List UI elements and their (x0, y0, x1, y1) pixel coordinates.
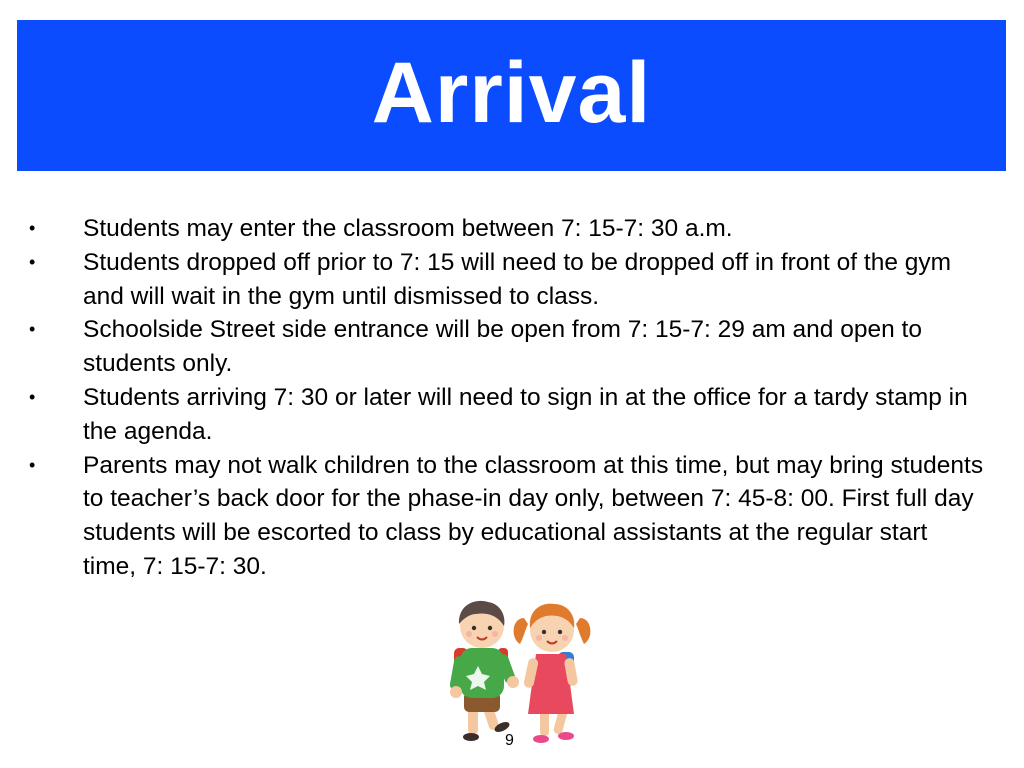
bullet-item (24, 246, 984, 314)
bullet-text: Schoolside Street side entrance will be open from 7: 15-7: 29 am and open to students only. (83, 316, 922, 378)
slide-title: Arrival (371, 44, 652, 141)
title-banner (17, 20, 1006, 171)
bullet-icon: • (29, 218, 36, 238)
bullet-text: Students arriving 7: 30 or later will need to sign in at the office for a tardy stamp in the agenda. (83, 383, 968, 445)
boy-figure (449, 601, 519, 741)
bullet-text: Students may enter the classroom between 7: 15-7: 30 a.m. (83, 215, 733, 242)
bullet-item (24, 212, 984, 246)
bullet-item (24, 313, 984, 381)
girl-figure (514, 604, 591, 743)
bullet-icon: • (29, 386, 36, 407)
bullet-item (24, 381, 984, 449)
children-walking-illustration (440, 596, 610, 756)
page-number: 9 (505, 732, 514, 749)
bullet-item (24, 449, 984, 584)
bullet-icon: • (29, 251, 36, 272)
bullet-icon: • (29, 454, 36, 475)
bullet-text: Students dropped off prior to 7: 15 will need to be dropped off in front of the gym and will wait in the gym until dismissed to class. (83, 248, 952, 310)
bullet-text: Parents may not walk children to the classroom at this time, but may bring students to teacher’s back door for the phase-in day only, between 7: 45-8: 00. First full day students will be escorted to class by educational assistants at the regular start time, 7: 15-7: 30. (83, 451, 984, 580)
bullet-icon: • (29, 319, 36, 340)
bullet-list (24, 212, 984, 584)
